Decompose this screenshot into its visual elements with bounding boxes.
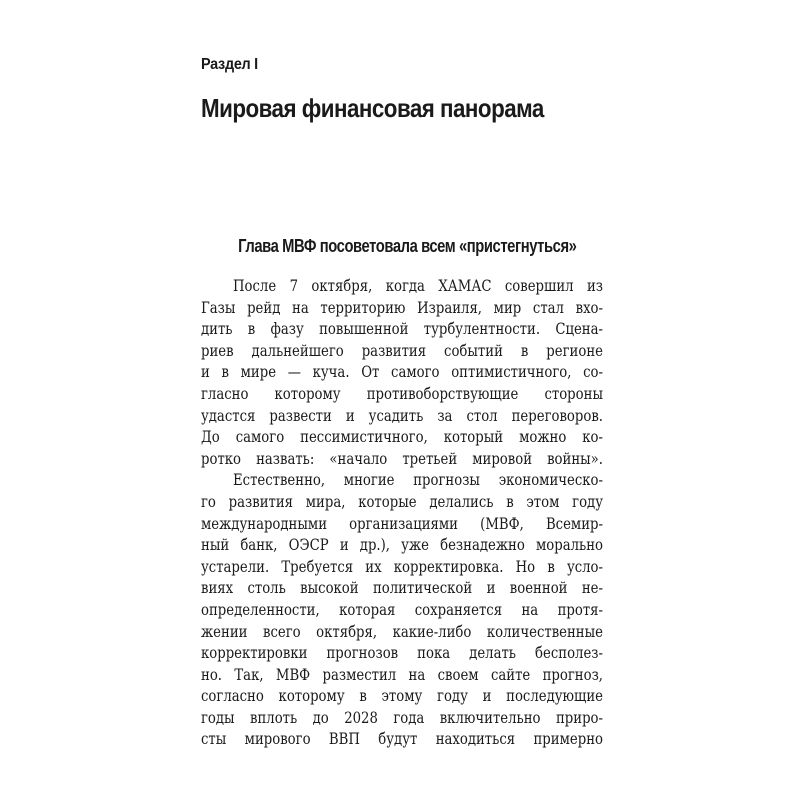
text-line (201, 384, 603, 406)
line-text: Газы рейд на территорию Израиля, мир стал вхо- (201, 298, 603, 317)
text-line (201, 492, 603, 514)
line-text: После 7 октября, когда ХАМАС совершил из (233, 277, 603, 295)
line-text: и в мире — куча. От самого оптимистичного, со- (201, 363, 603, 382)
body-text (201, 276, 603, 751)
text-line (201, 449, 603, 471)
text-line (201, 535, 603, 557)
line-text: жении всего октября, какие-либо количественные (201, 622, 603, 641)
line-text: устарели. Требуется их корректировка. Но в усло- (201, 557, 603, 576)
line-text: Естественно, многие прогнозы экономическо- (233, 471, 603, 490)
line-text: ротко назвать: «начало третьей мировой войны». (201, 449, 603, 468)
text-line (201, 319, 603, 341)
text-line (201, 729, 603, 751)
text-line (201, 557, 603, 579)
line-text: международными организациями (МВФ, Всемир- (201, 514, 603, 533)
text-line (201, 622, 603, 644)
text-line (201, 427, 603, 449)
text-line (201, 362, 603, 384)
line-text: дить в фазу повышенной турбулентности. Сцена- (201, 320, 603, 339)
text-line (201, 708, 603, 730)
chapter-title-text: Глава МВФ посоветовала всем «пристегнуться» (238, 236, 577, 256)
text-line (201, 298, 603, 320)
line-text: ный банк, ОЭСР и др.), уже безнадежно морально (201, 536, 603, 555)
line-text: гласно которому противоборствующие стороны (201, 384, 603, 403)
line-text: риев дальнейшего развития событий в регионе (201, 341, 603, 360)
book-page (201, 0, 603, 800)
section-label: Раздел I (201, 56, 258, 73)
line-text: виях столь высокой политической и военной не- (201, 579, 603, 598)
line-text: но. Так, МВФ разместил на своем сайте прогноз, (201, 665, 603, 684)
text-line (201, 600, 603, 622)
part-title: Мировая финансовая панорама (201, 93, 544, 123)
line-text: До самого пессимистичного, который можно ко- (201, 428, 603, 447)
text-line (201, 341, 603, 363)
text-line (201, 578, 603, 600)
line-text: определенности, которая сохраняется на протя- (201, 600, 603, 619)
line-text: согласно которому в этому году и последующие (201, 687, 603, 706)
paragraph-first-line (201, 276, 603, 298)
line-text: сты мирового ВВП будут находиться примерно (201, 730, 603, 749)
text-line (201, 406, 603, 428)
line-text: удастся развести и усадить за стол переговоров. (201, 406, 603, 425)
line-text: годы вплоть до 2028 года включительно приро- (201, 708, 603, 727)
line-text: корректировки прогнозов пока делать бесполез- (201, 644, 603, 663)
text-line (201, 686, 603, 708)
line-text: го развития мира, которые делались в этом году (201, 492, 603, 511)
text-line (201, 514, 603, 536)
text-line (201, 665, 603, 687)
paragraph-first-line (201, 470, 603, 492)
text-line (201, 643, 603, 665)
chapter-title (201, 236, 603, 257)
